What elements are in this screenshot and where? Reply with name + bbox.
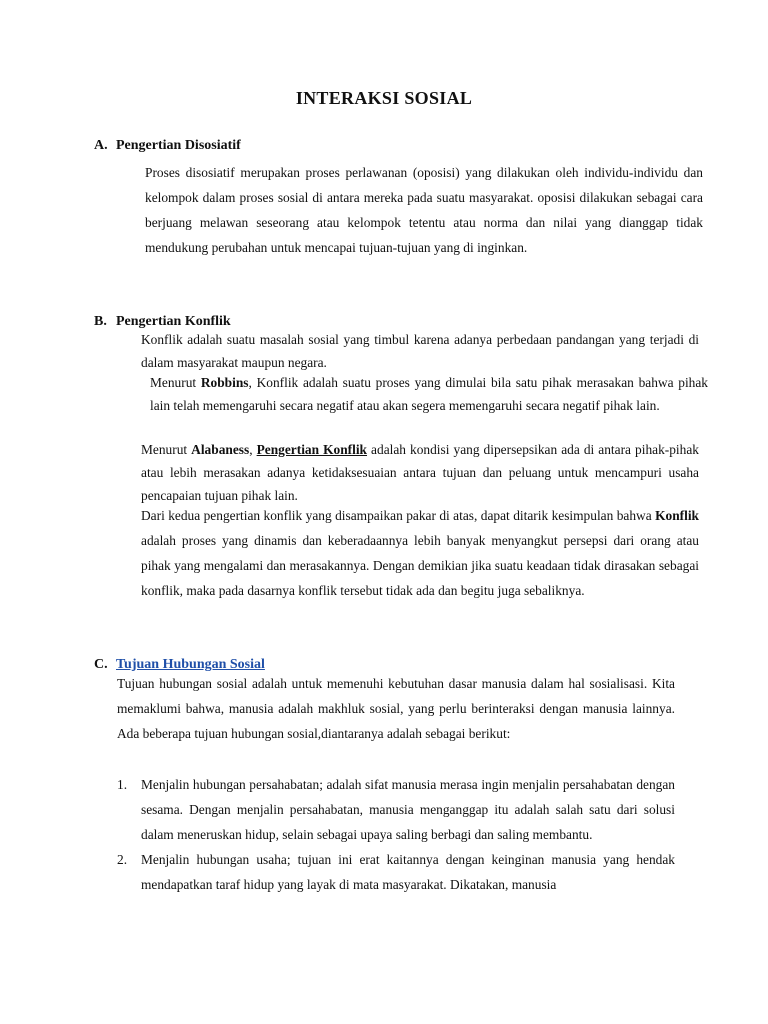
list-item (117, 847, 675, 897)
p3-pre: Menurut (141, 442, 192, 457)
list-item (117, 772, 675, 847)
list-number: 2. (117, 852, 128, 867)
section-a-heading (94, 138, 241, 154)
section-a-title: Pengertian Disosiatif (116, 138, 241, 153)
section-c-title-link[interactable]: Tujuan Hubungan Sosial (116, 657, 265, 672)
section-c-letter: C. (94, 657, 108, 672)
list-number: 1. (117, 777, 128, 792)
alabaness-name: Alabaness (191, 442, 250, 457)
section-b-letter: B. (94, 314, 107, 329)
section-b-paragraph-1: Konflik adalah suatu masalah sosial yang timbul karena adanya perbedaan pandangan yang terjadi di dalam masyarakat maupun negara. (141, 332, 699, 370)
p4-post: adalah proses yang dinamis dan keberadaannya lebih banyak menyangkut persepsi dari orang atau pihak yang mengalami dan merasakannya. Dengan demikian jika suatu keadaan tidak dirasakan sebagai konflik, maka pada dasarnya konflik tersebut tidak ada dan begitu juga sebaliknya. (141, 533, 699, 598)
tujuan-list (117, 772, 675, 897)
section-a-body: Proses disosiatif merupakan proses perlawanan (oposisi) yang dilakukan oleh individu-individu dan kelompok dalam proses sosial di antara mereka pada suatu masyarakat. oposisi dilakukan sebagai cara berjuang melawan seseorang atau kelompok tetentu atau norma dan nilai yang dianggap tidak mendukung perubahan untuk mencapai tujuan-tujuan yang di inginkan. (145, 165, 703, 255)
list-item-text: Menjalin hubungan usaha; tujuan ini erat kaitannya dengan keinginan manusia yang hendak mendapatkan taraf hidup yang layak di mata masyarakat. Dikatakan, manusia (141, 852, 675, 892)
section-b-paragraph-2 (117, 371, 708, 417)
section-a-letter: A. (94, 138, 108, 153)
p4-pre: Dari kedua pengertian konflik yang disampaikan pakar di atas, dapat ditarik kesimpulan bahwa (141, 508, 656, 523)
pengertian-konflik-term: Pengertian Konflik (256, 442, 368, 457)
list-item-text: Menjalin hubungan persahabatan; adalah sifat manusia merasa ingin menjalin persahabatan dengan sesama. Dengan menjalin persahabatan, manusia menganggap itu adalah salah satu dari solusi dalam meneruskan hidup, selain sebagai upaya saling berbagi dan saling membantu. (141, 777, 675, 842)
konflik-term: Konflik (655, 508, 699, 523)
section-b-paragraph-4 (117, 503, 699, 603)
document-title: INTERAKSI SOSIAL (295, 88, 473, 108)
section-b-paragraph-3 (117, 438, 699, 507)
p2-pre: Menurut (150, 375, 201, 390)
robbins-name: Robbins (200, 375, 249, 390)
section-b-title: Pengertian Konflik (116, 314, 231, 329)
p2-post: , Konflik adalah suatu proses yang dimulai bila satu pihak merasakan bahwa pihak lain telah memengaruhi secara negatif atau akan segera memengaruhi secara negatif pihak lain. (150, 375, 709, 413)
p3-post: adalah kondisi yang dipersepsikan ada di antara pihak-pihak atau lebih merasakan adanya ketidaksesuaian antara tujuan dan peluang untuk mencampuri usaha pencapaian tujuan pihak lain. (141, 442, 699, 503)
section-c-intro: Tujuan hubungan sosial adalah untuk memenuhi kebutuhan dasar manusia dalam hal sosialisasi. Kita memaklumi bahwa, manusia adalah makhluk sosial, yang perlu berinteraksi dengan manusia lainnya. Ada beberapa tujuan hubungan sosial,diantaranya adalah sebagai berikut: (117, 676, 675, 741)
p3-sep: , (249, 442, 257, 457)
